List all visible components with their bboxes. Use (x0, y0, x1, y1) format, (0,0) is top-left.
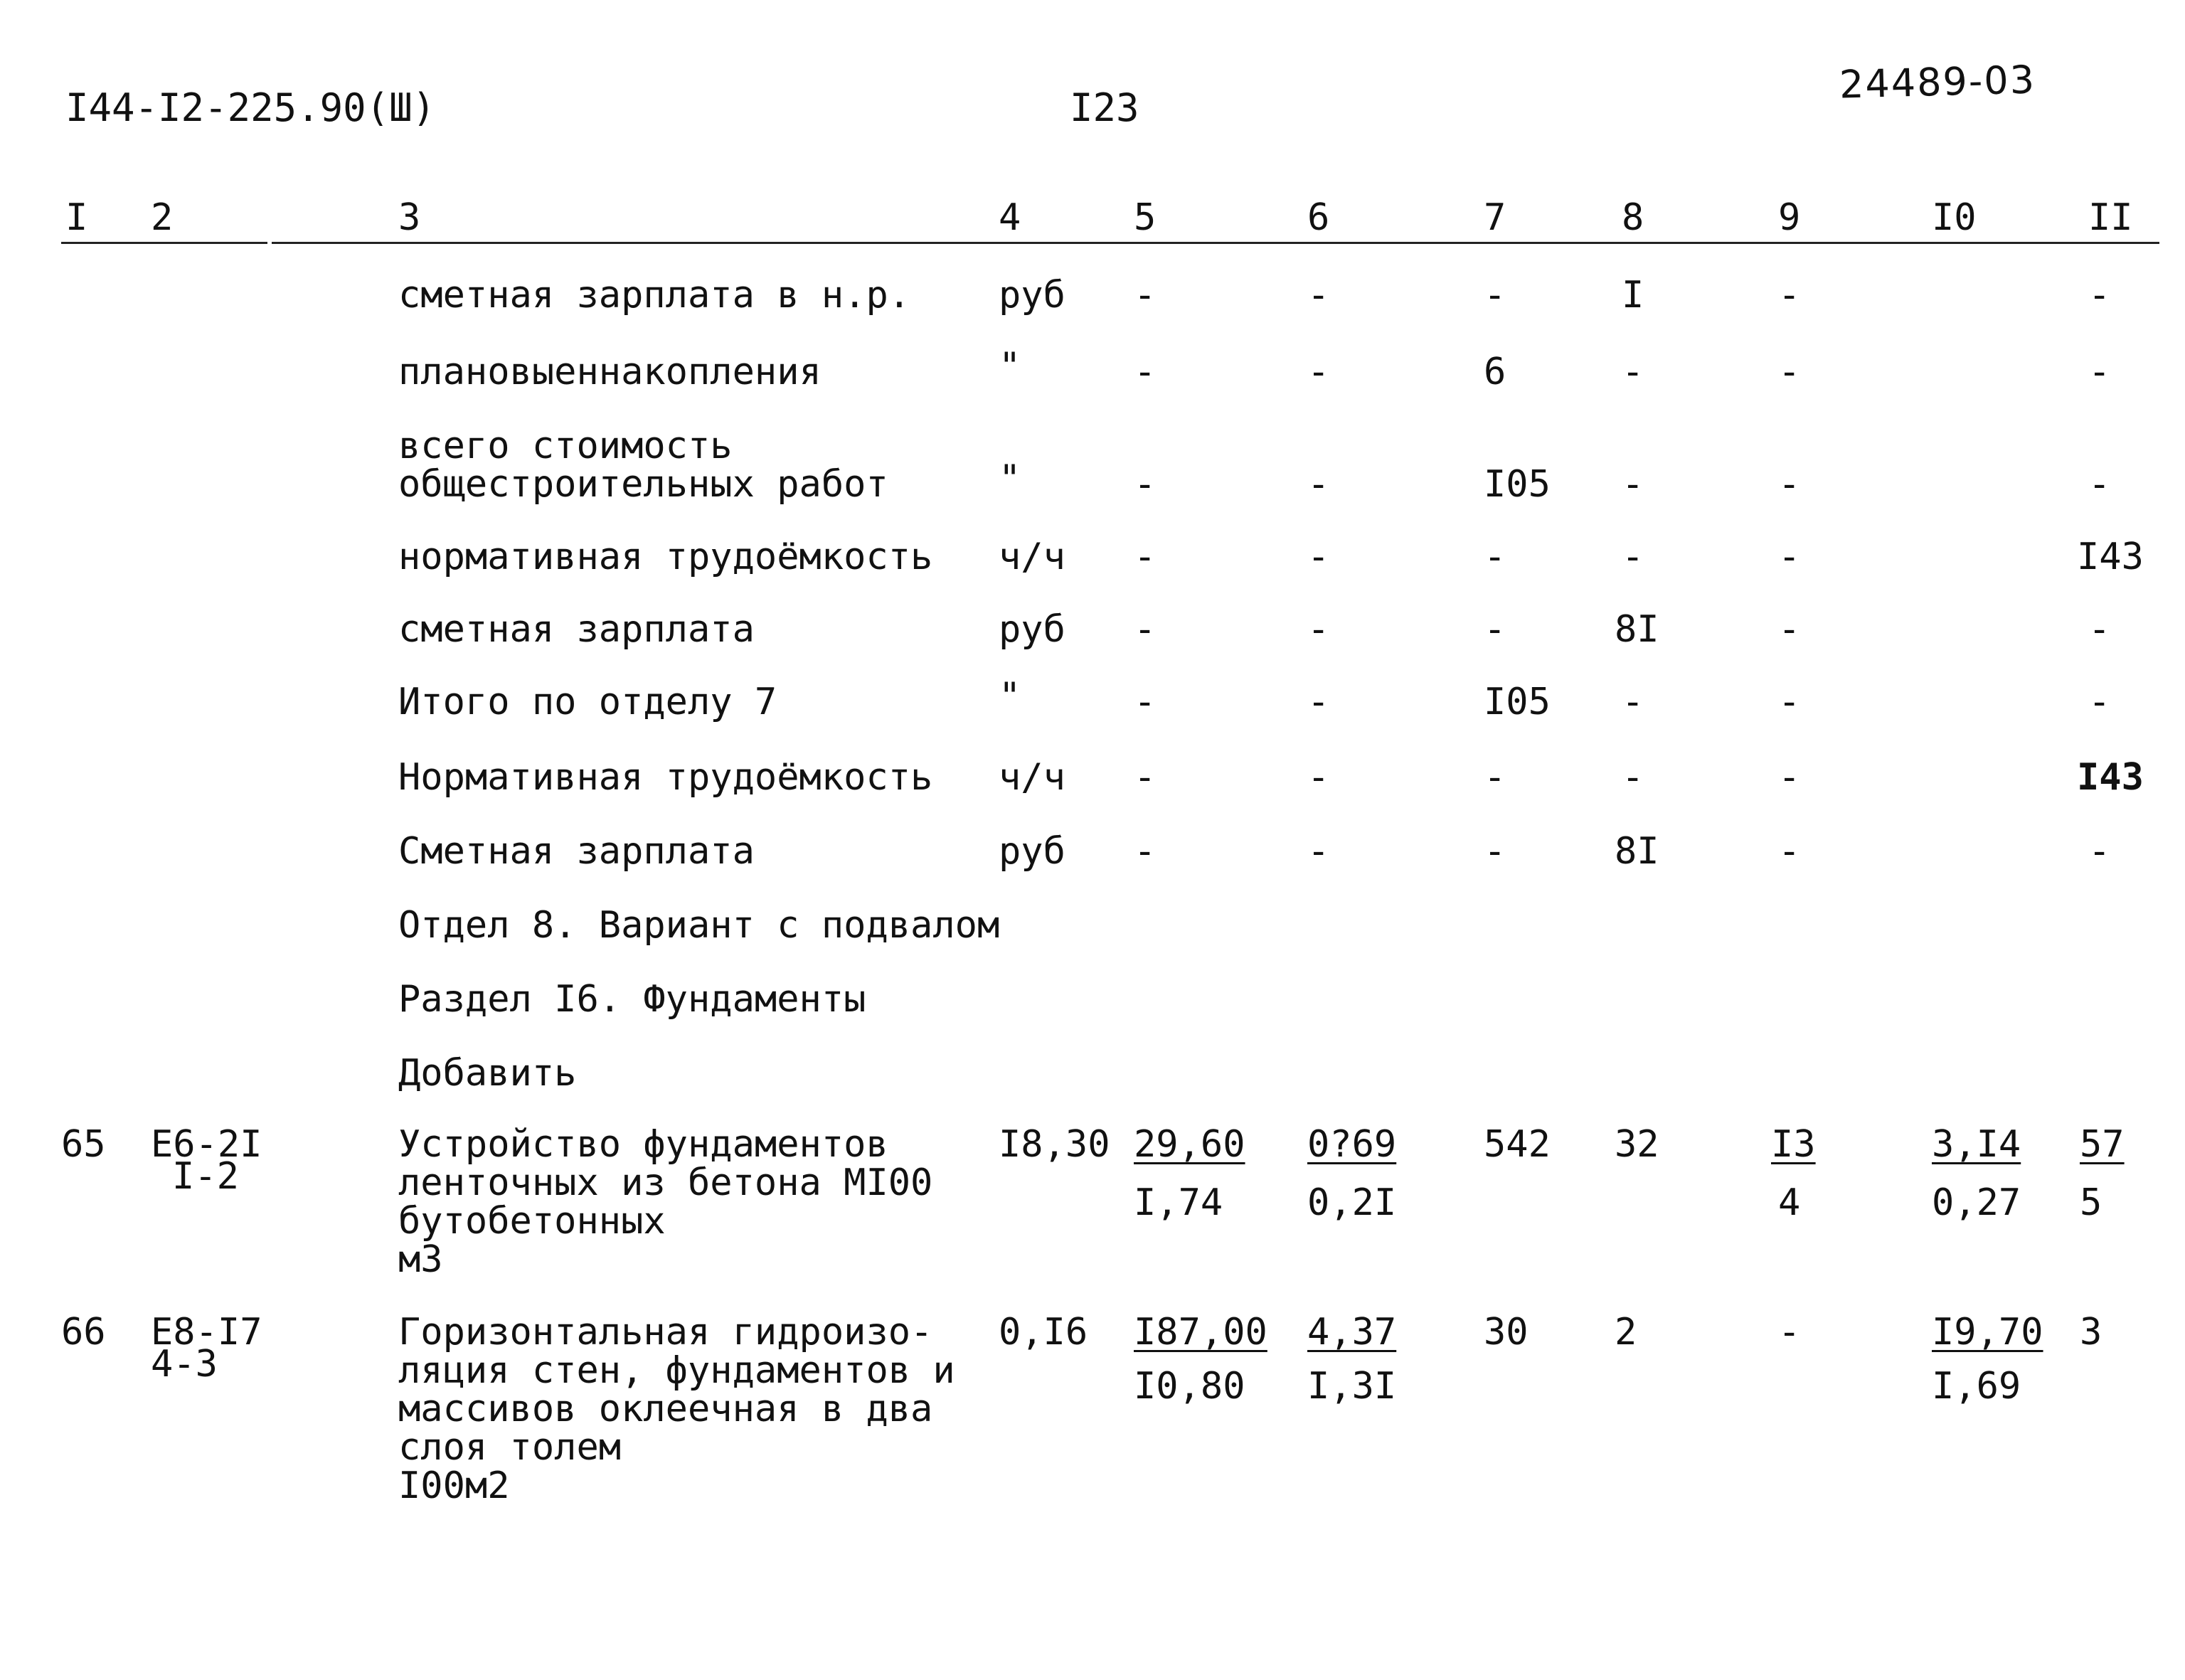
row-col6: - (1307, 608, 1330, 651)
item-col9: - (1778, 1311, 1801, 1354)
row-col11: - (2088, 608, 2111, 651)
row-description: Нормативная трудоёмкость (398, 756, 933, 799)
row-col7: 6 (1484, 351, 1506, 393)
item-col7: 542 (1484, 1123, 1551, 1166)
item-code-line1: Е6-2I (151, 1123, 262, 1166)
item-col11-bottom: 5 (2080, 1181, 2102, 1224)
row-col11: I43 (2077, 756, 2144, 799)
item-col7: 30 (1484, 1311, 1529, 1354)
row-col8: - (1622, 756, 1644, 799)
col-header-9: 9 (1778, 196, 1801, 239)
row-col6: - (1307, 463, 1330, 506)
row-col9: - (1778, 756, 1801, 799)
row-col11: - (2088, 830, 2111, 873)
row-col11: - (2088, 463, 2111, 506)
row-description: сметная зарплата в н.р. (398, 274, 911, 317)
item-col10-bottom: 0,27 (1932, 1181, 2021, 1224)
row-unit: " (999, 457, 1021, 500)
row-unit: руб (999, 608, 1065, 651)
row-col6: - (1307, 351, 1330, 393)
item-col6-top: 0?69 (1307, 1123, 1397, 1166)
item-code-line2: I-2 (172, 1155, 239, 1198)
row-description: плановыеннакопления (398, 351, 822, 393)
item-col11-top: 57 (2080, 1123, 2125, 1166)
row-col9: - (1778, 608, 1801, 651)
item-col9-bottom: 4 (1778, 1181, 1801, 1224)
row-col8: I (1622, 274, 1644, 317)
item-quantity: 0,I6 (999, 1311, 1088, 1354)
row-col7: I05 (1484, 463, 1551, 506)
row-col5: - (1134, 274, 1157, 317)
header-rule-left (61, 242, 267, 244)
row-col7: - (1484, 274, 1506, 317)
document-code: I44-I2-225.90(Ш) (65, 85, 436, 130)
col-header-2: 2 (151, 196, 174, 239)
row-col8: - (1622, 351, 1644, 393)
item-quantity: I8,30 (999, 1123, 1110, 1166)
page-number: I23 (1070, 85, 1139, 130)
handwritten-number: 24489-03 (1839, 57, 2036, 107)
row-col7: I05 (1484, 681, 1551, 723)
row-col5: - (1134, 536, 1157, 578)
item-col9-top: I3 (1771, 1123, 1816, 1166)
row-col5: - (1134, 608, 1157, 651)
col-header-6: 6 (1307, 196, 1330, 239)
row-col6: - (1307, 681, 1330, 723)
item-col5-top: I87,00 (1134, 1311, 1267, 1354)
item-col5-top: 29,60 (1134, 1123, 1245, 1166)
row-col5: - (1134, 351, 1157, 393)
row-col5: - (1134, 756, 1157, 799)
col-header-7: 7 (1484, 196, 1506, 239)
row-col7: - (1484, 536, 1506, 578)
row-col9: - (1778, 463, 1801, 506)
row-col8: - (1622, 463, 1644, 506)
row-col9: - (1778, 274, 1801, 317)
item-number: 65 (61, 1123, 106, 1166)
col-header-3: 3 (398, 196, 421, 239)
item-col8: 2 (1615, 1311, 1637, 1354)
item-col10-top: I9,70 (1932, 1311, 2043, 1354)
row-unit: ч/ч (999, 536, 1065, 578)
row-unit: руб (999, 830, 1065, 873)
row-description: Итого по отделу 7 (398, 681, 777, 723)
row-col6: - (1307, 756, 1330, 799)
row-col7: - (1484, 756, 1506, 799)
row-description: нормативная трудоёмкость (398, 536, 933, 578)
row-description: всего стоимость общестроительных работ (398, 425, 888, 506)
row-col9: - (1778, 351, 1801, 393)
item-description: Горизонтальная гидроизо- ляция стен, фундаментов и массивов оклеечная в два слоя толем I00м2 (398, 1311, 955, 1507)
item-col10-top: 3,I4 (1932, 1123, 2021, 1166)
row-col9: - (1778, 681, 1801, 723)
row-col7: - (1484, 608, 1506, 651)
row-col11: - (2088, 274, 2111, 317)
item-col5-bottom: I0,80 (1134, 1365, 1245, 1408)
row-col8: 8I (1615, 608, 1659, 651)
item-col11: 3 (2080, 1311, 2102, 1354)
row-col9: - (1778, 830, 1801, 873)
row-col7: - (1484, 830, 1506, 873)
row-col9: - (1778, 536, 1801, 578)
department-heading: Отдел 8. Вариант с подвалом (398, 904, 1000, 947)
row-col5: - (1134, 830, 1157, 873)
item-code-line1: Е8-I7 (151, 1311, 262, 1354)
row-unit: ч/ч (999, 756, 1065, 799)
item-code-line2: 4-3 (151, 1343, 218, 1386)
row-unit: " (999, 345, 1021, 388)
col-header-11: II (2088, 196, 2133, 239)
row-col5: - (1134, 681, 1157, 723)
item-col6-top: 4,37 (1307, 1311, 1397, 1354)
row-col8: - (1622, 681, 1644, 723)
item-col6-bottom: 0,2I (1307, 1181, 1397, 1224)
row-col11: I43 (2077, 536, 2144, 578)
item-col10-bottom: I,69 (1932, 1365, 2021, 1408)
col-header-5: 5 (1134, 196, 1157, 239)
item-col5-bottom: I,74 (1134, 1181, 1223, 1224)
row-unit: " (999, 675, 1021, 718)
item-col8: 32 (1615, 1123, 1659, 1166)
item-description: Устройство фундаментов ленточных из бетона МI00 бутобетонных м3 (398, 1123, 933, 1281)
row-description: сметная зарплата (398, 608, 755, 651)
row-col8: 8I (1615, 830, 1659, 873)
row-col5: - (1134, 463, 1157, 506)
item-number: 66 (61, 1311, 106, 1354)
row-col11: - (2088, 681, 2111, 723)
col-header-1: I (65, 196, 88, 239)
header-rule-right (272, 242, 2159, 244)
col-header-4: 4 (999, 196, 1021, 239)
section-heading: Раздел I6. Фундаменты (398, 978, 866, 1021)
col-header-8: 8 (1622, 196, 1644, 239)
row-description: Сметная зарплата (398, 830, 755, 873)
col-header-10: I0 (1932, 196, 1977, 239)
row-col8: - (1622, 536, 1644, 578)
item-col6-bottom: I,3I (1307, 1365, 1397, 1408)
row-col6: - (1307, 536, 1330, 578)
row-col6: - (1307, 830, 1330, 873)
add-heading: Добавить (398, 1052, 577, 1095)
row-col11: - (2088, 351, 2111, 393)
row-unit: руб (999, 274, 1065, 317)
row-col6: - (1307, 274, 1330, 317)
